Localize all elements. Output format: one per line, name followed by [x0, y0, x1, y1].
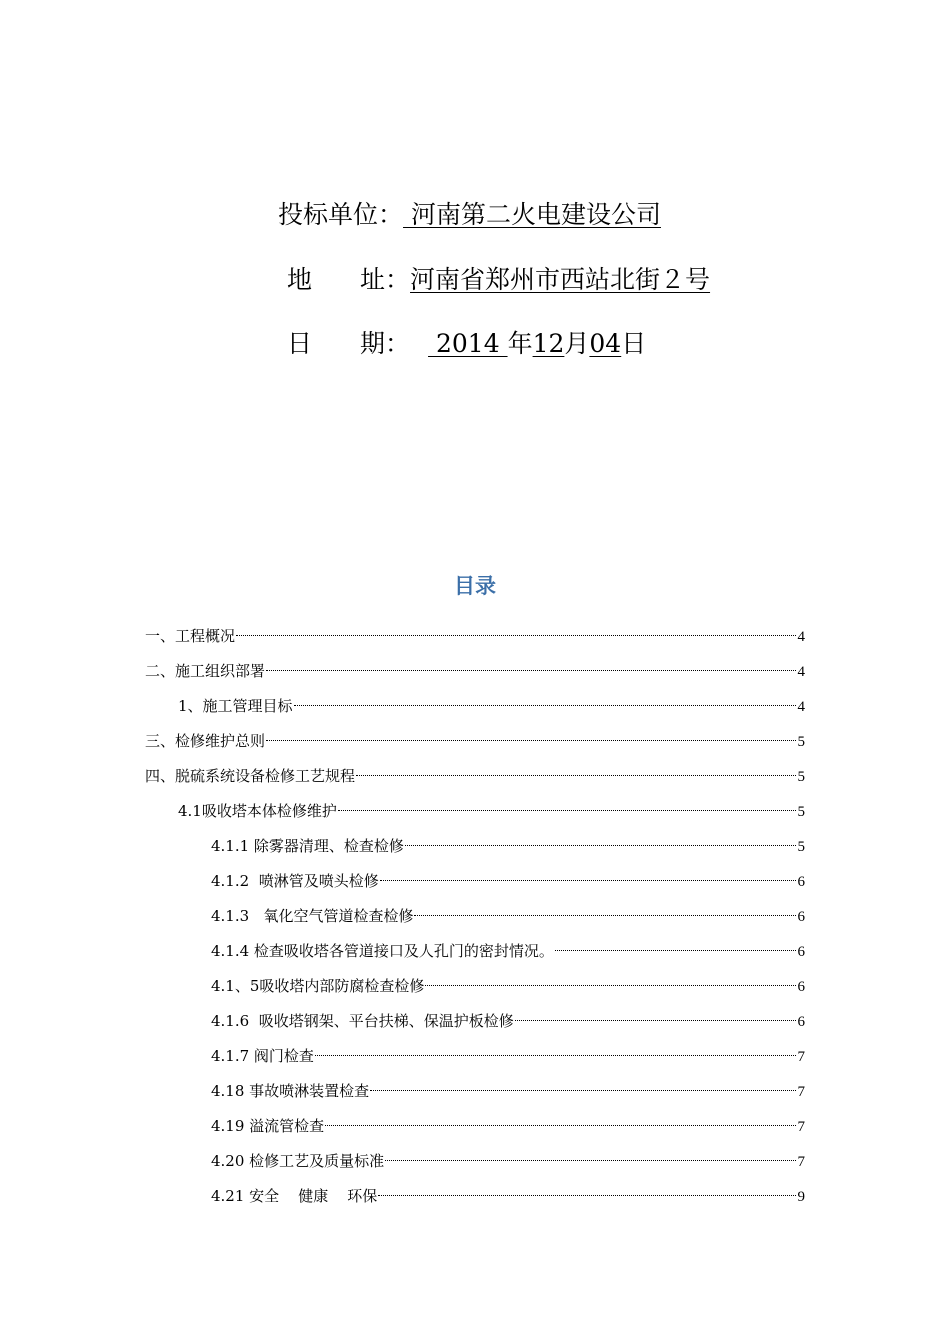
toc-leader-dots: [266, 670, 796, 671]
toc-entry[interactable]: [145, 730, 805, 752]
toc-entry-text: 4.1.4 检查吸收塔各管道接口及人孔门的密封情况。: [211, 942, 554, 960]
toc-entry-text: 4.1.3 氧化空气管道检查检修: [211, 907, 414, 925]
toc-entry[interactable]: [145, 660, 805, 682]
toc-leader-dots: [414, 915, 796, 916]
toc-entry[interactable]: [145, 625, 805, 647]
toc-page-number: 4: [797, 664, 805, 680]
toc-leader-dots: [338, 810, 796, 811]
toc-page-number: 5: [797, 839, 805, 855]
toc-entry-text: 4.1.7 阀门检查: [211, 1047, 314, 1065]
toc-leader-dots: [266, 740, 796, 741]
date-day-unit: 日: [621, 329, 647, 358]
toc-page-number: 4: [797, 629, 805, 645]
toc-entry-text: 4.1吸收塔本体检修维护: [178, 802, 337, 820]
toc-entry[interactable]: [211, 940, 805, 962]
toc-page-number: 5: [797, 769, 805, 785]
toc-leader-dots: [385, 1160, 796, 1161]
toc-leader-dots: [325, 1125, 796, 1126]
toc-leader-dots: [294, 705, 796, 706]
toc-page-number: 9: [797, 1189, 805, 1205]
toc-leader-dots: [555, 950, 796, 951]
toc-entry-text: 4.20 检修工艺及质量标准: [211, 1152, 385, 1170]
address-line: [287, 264, 710, 296]
toc-leader-dots: [370, 1090, 796, 1091]
toc-page-number: 6: [797, 944, 805, 960]
toc-title: 目录: [454, 573, 496, 598]
toc-page-number: 6: [797, 909, 805, 925]
toc-entry-text: 4.19 溢流管检查: [211, 1117, 325, 1135]
toc-page-number: 5: [797, 734, 805, 750]
toc-entry-text: 4.1.1 除雾器清理、检查检修: [211, 837, 404, 855]
toc-entry[interactable]: [211, 1045, 805, 1067]
toc-entry[interactable]: [211, 1185, 805, 1207]
date-year-unit: 年: [507, 329, 533, 358]
date-month-unit: 月: [564, 329, 590, 358]
toc-entry-text: 4.1、5吸收塔内部防腐检查检修: [211, 977, 425, 995]
toc-entry-text: 4.1.6 吸收塔钢架、平台扶梯、保温护板检修: [211, 1012, 514, 1030]
toc-page-number: 4: [797, 699, 805, 715]
address-label-a: 地: [287, 265, 313, 294]
date-label-b: 期：: [360, 329, 411, 358]
toc-page-number: 5: [797, 804, 805, 820]
toc-entry[interactable]: [211, 975, 805, 997]
toc-entry[interactable]: [145, 765, 805, 787]
bidder-value: 河南第二火电建设公司: [403, 200, 661, 229]
bidder-label: 投标单位：: [278, 200, 404, 229]
toc-entry[interactable]: [211, 835, 805, 857]
toc-leader-dots: [236, 635, 796, 636]
toc-page-number: 7: [797, 1084, 805, 1100]
date-month: 12: [532, 329, 565, 358]
toc-leader-dots: [315, 1055, 796, 1056]
toc-page-number: 7: [797, 1119, 805, 1135]
toc-entry[interactable]: [211, 1115, 805, 1137]
toc-entry[interactable]: [211, 905, 805, 927]
date-day: 04: [589, 329, 622, 358]
toc-entry-text: 四、脱硫系统设备检修工艺规程: [145, 767, 356, 785]
bidder-line: [278, 199, 661, 231]
toc-entry[interactable]: [211, 870, 805, 892]
toc-entry[interactable]: [211, 1080, 805, 1102]
toc-leader-dots: [405, 845, 796, 846]
toc-leader-dots: [378, 1195, 796, 1196]
toc-entry-text: 1、施工管理目标: [178, 697, 293, 715]
toc-entry-text: 4.21 安全 健康 环保: [211, 1187, 378, 1205]
toc-page-number: 7: [797, 1154, 805, 1170]
toc-leader-dots: [356, 775, 796, 776]
toc-entry-text: 4.18 事故喷淋装置检查: [211, 1082, 370, 1100]
toc-leader-dots: [425, 985, 796, 986]
toc-entry[interactable]: [178, 800, 805, 822]
toc-page-number: 6: [797, 1014, 805, 1030]
toc-entry-text: 4.1.2 喷淋管及喷头检修: [211, 872, 379, 890]
toc-leader-dots: [380, 880, 796, 881]
toc-entry[interactable]: [178, 695, 805, 717]
toc-entry-text: 一、工程概况: [145, 627, 236, 645]
toc-entry[interactable]: [211, 1150, 805, 1172]
address-label-b: 址：: [360, 265, 411, 294]
toc-page-number: 6: [797, 874, 805, 890]
toc-entry[interactable]: [211, 1010, 805, 1032]
date-year: 2014: [428, 329, 508, 358]
address-value: 河南省郑州市西站北街２号: [410, 265, 711, 294]
toc-entry-text: 三、检修维护总则: [145, 732, 266, 750]
date-line: [287, 328, 646, 360]
date-label-a: 日: [287, 329, 313, 358]
toc-leader-dots: [515, 1020, 796, 1021]
toc-page-number: 6: [797, 979, 805, 995]
toc-page-number: 7: [797, 1049, 805, 1065]
toc-entry-text: 二、施工组织部署: [145, 662, 266, 680]
